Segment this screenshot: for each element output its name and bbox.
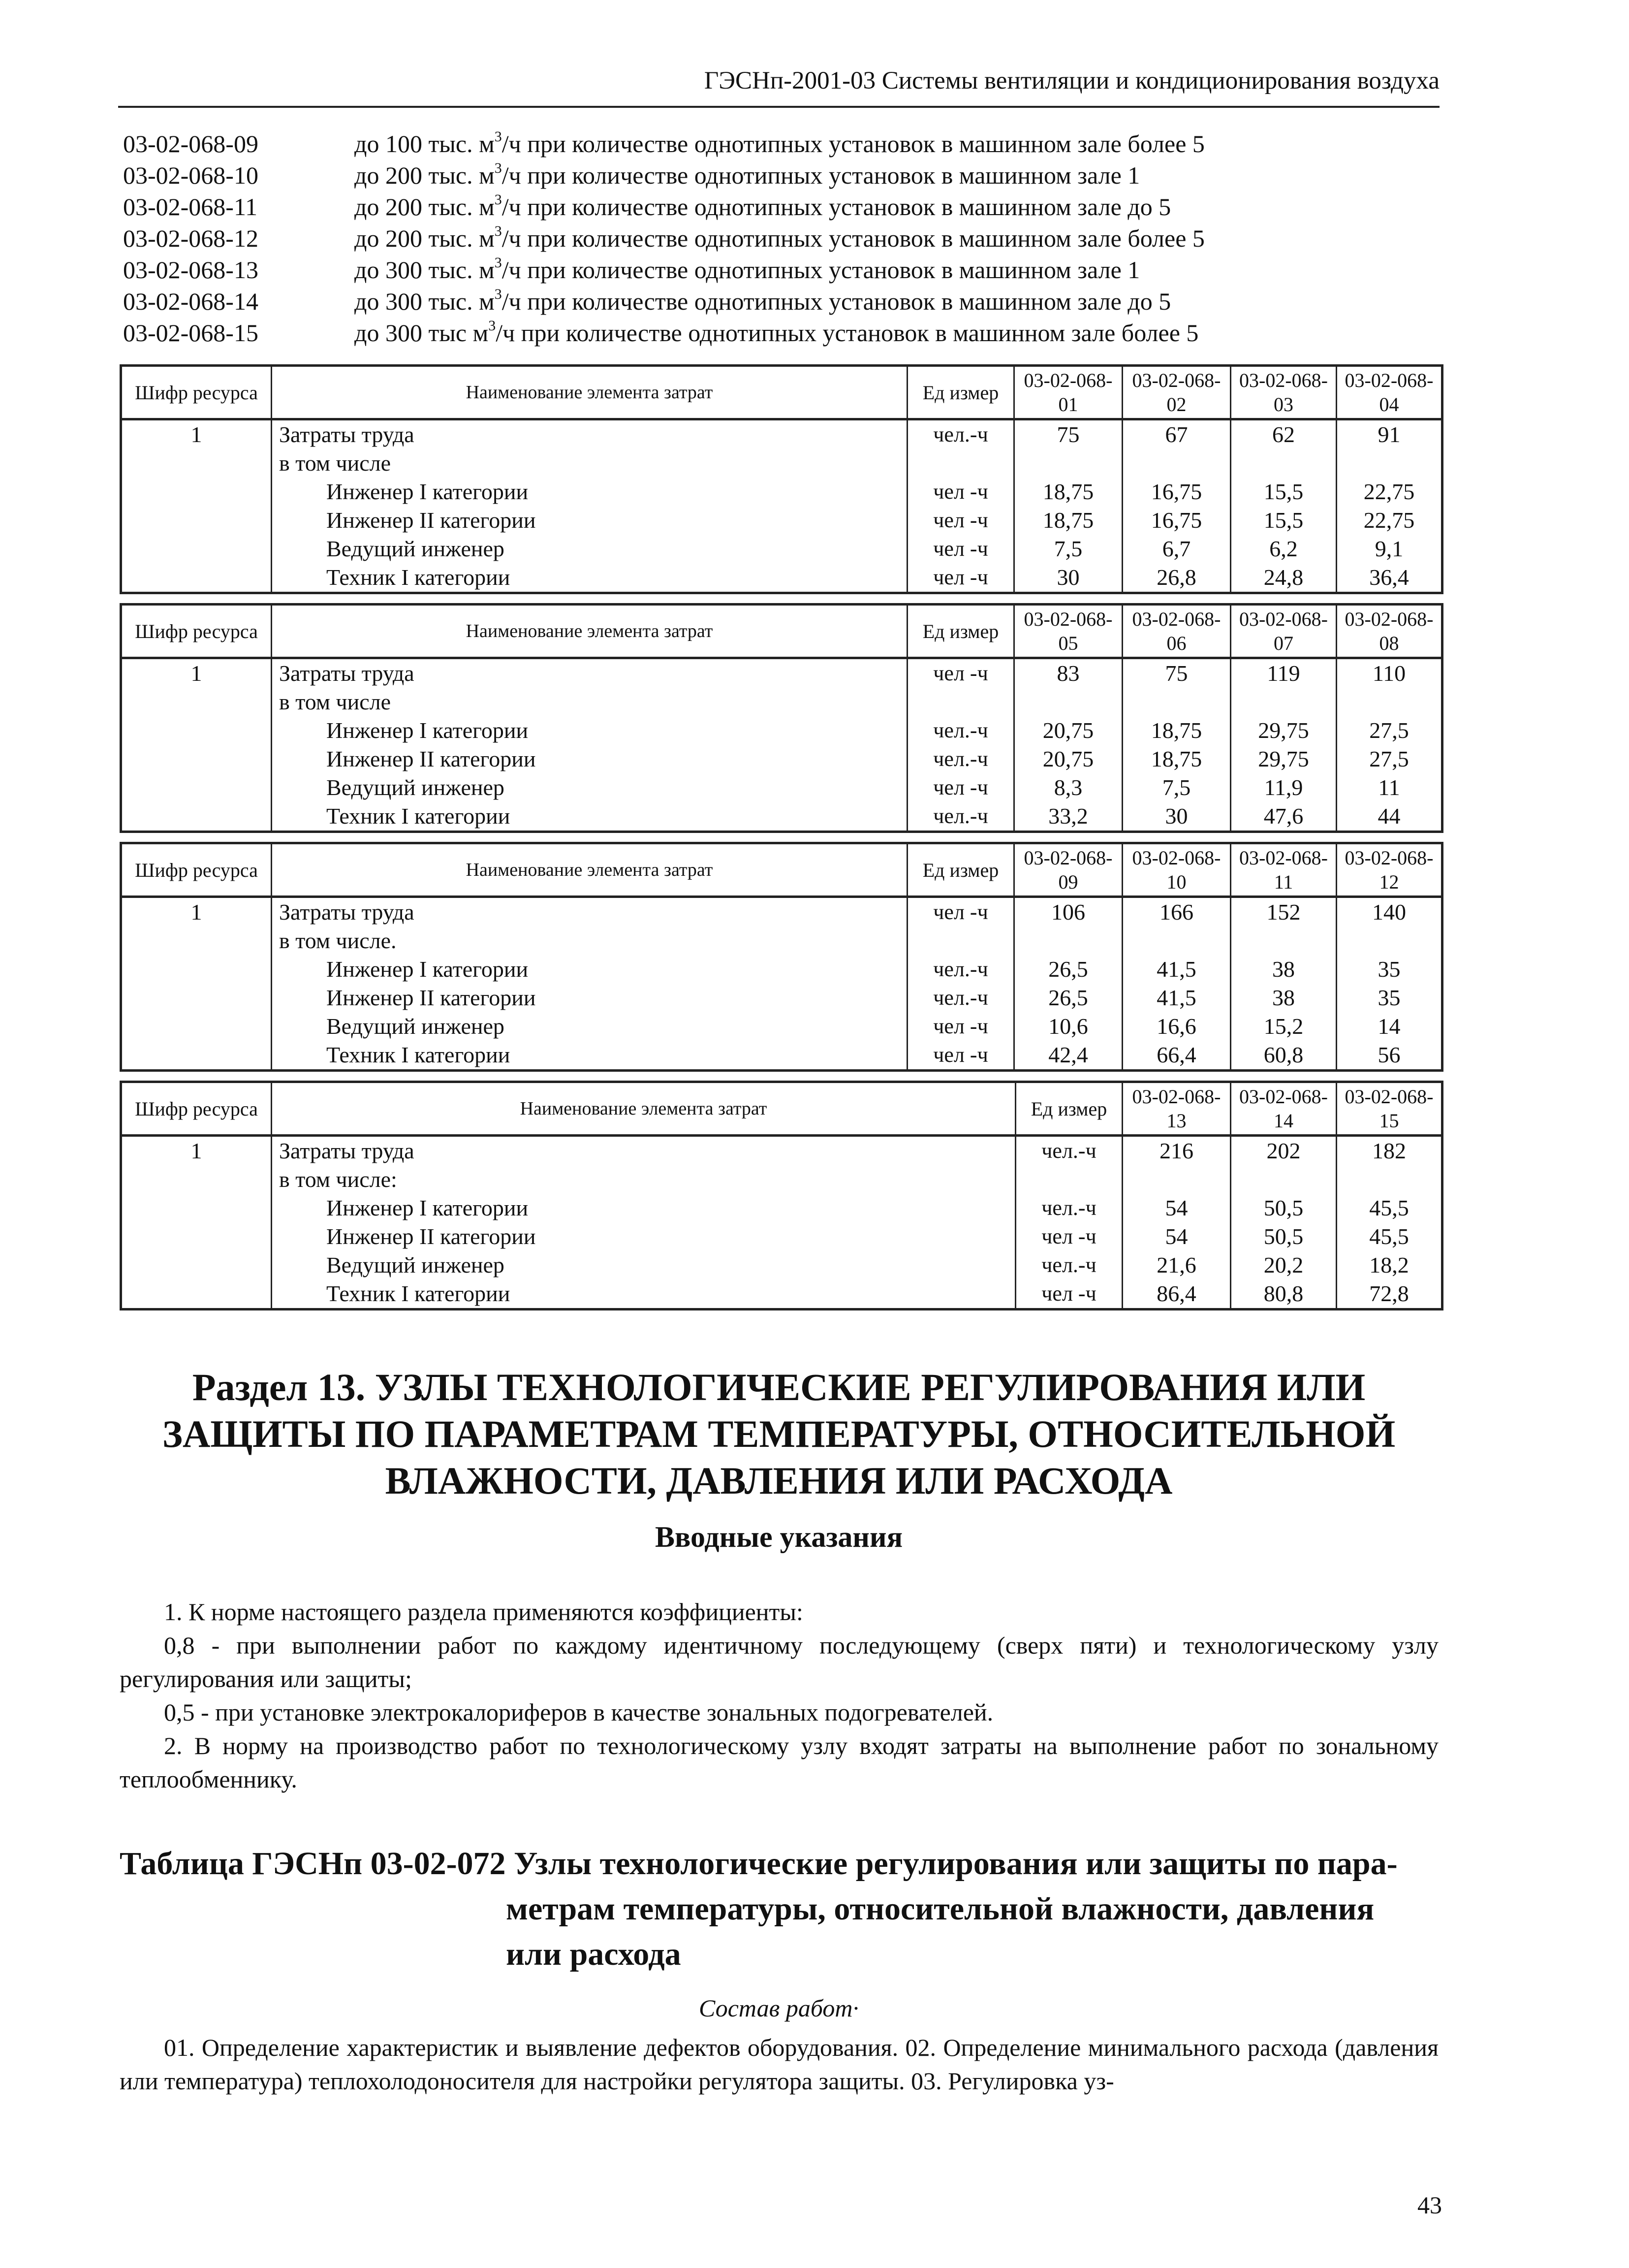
unit-cell bbox=[908, 926, 1014, 955]
norm-code: 03-02-068-09 bbox=[123, 130, 258, 158]
value-cell: 18,75 bbox=[1014, 506, 1123, 535]
norm-description: до 200 тыс. $м^3/ч$ при количестве однотипных установок в машинном зале 1 bbox=[354, 160, 1140, 189]
element-name-cell: Инженер I категории bbox=[272, 478, 908, 506]
value-cell: 20,75 bbox=[1014, 745, 1123, 773]
resource-code-cell bbox=[121, 1222, 272, 1251]
table-row bbox=[121, 419, 1442, 449]
element-name-cell: Ведущий инженер bbox=[272, 773, 908, 802]
unit-cell bbox=[908, 688, 1014, 716]
table-row bbox=[121, 506, 1442, 535]
element-name-cell: Затраты труда bbox=[272, 419, 908, 449]
header-unit: Ед измер bbox=[1016, 1082, 1123, 1136]
resource-code-cell: 1 bbox=[121, 1136, 272, 1166]
value-cell: 38 bbox=[1231, 984, 1337, 1012]
value-cell bbox=[1337, 926, 1442, 955]
table-row bbox=[121, 1194, 1442, 1222]
resource-code-cell: 1 bbox=[121, 419, 272, 449]
table-row bbox=[121, 1251, 1442, 1279]
table-row bbox=[121, 745, 1442, 773]
value-cell: 27,5 bbox=[1337, 716, 1442, 745]
unit-cell: чел -ч bbox=[908, 773, 1014, 802]
value-cell: 6,7 bbox=[1123, 535, 1231, 563]
table-header-row bbox=[121, 843, 1442, 897]
header-resource-code: Шифр ресурса bbox=[121, 366, 272, 419]
element-name-cell: Ведущий инженер bbox=[272, 535, 908, 563]
value-cell: 20,2 bbox=[1231, 1251, 1337, 1279]
value-cell: 16,6 bbox=[1123, 1012, 1231, 1041]
value-cell: 62 bbox=[1231, 419, 1337, 449]
norm-line bbox=[123, 223, 1452, 254]
header-norm-column: 03-02-068-12 bbox=[1337, 843, 1442, 897]
value-cell: 72,8 bbox=[1337, 1279, 1442, 1310]
value-cell: 106 bbox=[1014, 897, 1123, 927]
running-head-text: ГЭСНп-2001-03 Системы вентиляции и кондиционирования воздуха bbox=[704, 67, 1440, 95]
element-name-cell: в том числе bbox=[272, 449, 908, 478]
resource-code-cell bbox=[121, 506, 272, 535]
value-cell: 8,3 bbox=[1014, 773, 1123, 802]
value-cell bbox=[1123, 688, 1231, 716]
table-row bbox=[121, 926, 1442, 955]
value-cell: 45,5 bbox=[1337, 1194, 1442, 1222]
element-name-cell: Инженер I категории bbox=[272, 955, 908, 984]
section-title-line: ВЛАЖНОСТИ, ДАВЛЕНИЯ ИЛИ РАСХОДА bbox=[385, 1459, 1173, 1502]
unit-cell: чел.-ч bbox=[908, 745, 1014, 773]
element-name-cell: Ведущий инженер bbox=[272, 1012, 908, 1041]
unit-cell: чел -ч bbox=[908, 535, 1014, 563]
table-row bbox=[121, 535, 1442, 563]
unit-cell: чел -ч bbox=[908, 1012, 1014, 1041]
element-name-cell: Инженер II категории bbox=[272, 1222, 1016, 1251]
table-header-row bbox=[121, 605, 1442, 658]
header-norm-column: 03-02-068-14 bbox=[1231, 1082, 1337, 1136]
resource-code-cell bbox=[121, 802, 272, 832]
section-title-line: ЗАЩИТЫ ПО ПАРАМЕТРАМ ТЕМПЕРАТУРЫ, ОТНОСИТЕЛЬНОЙ bbox=[162, 1412, 1396, 1455]
element-name-cell: Техник I категории bbox=[272, 802, 908, 832]
value-cell: 21,6 bbox=[1123, 1251, 1231, 1279]
unit-cell: чел.-ч bbox=[908, 802, 1014, 832]
resource-code-cell bbox=[121, 955, 272, 984]
intro-heading: Вводные указания bbox=[655, 1521, 903, 1553]
value-cell bbox=[1231, 449, 1337, 478]
header-element-name: Наименование элемента затрат bbox=[272, 843, 908, 897]
value-cell: 182 bbox=[1337, 1136, 1442, 1166]
value-cell bbox=[1337, 688, 1442, 716]
value-cell: 22,75 bbox=[1337, 478, 1442, 506]
value-cell: 26,8 bbox=[1123, 563, 1231, 593]
header-norm-column: 03-02-068-13 bbox=[1123, 1082, 1231, 1136]
norm-description: до 200 тыс. $м^3/ч$ при количестве однотипных установок в машинном зале до 5 bbox=[354, 192, 1171, 221]
element-name-cell: Инженер II категории bbox=[272, 506, 908, 535]
norm-line bbox=[123, 160, 1452, 191]
value-cell bbox=[1231, 1165, 1337, 1194]
table-row bbox=[121, 1279, 1442, 1310]
norm-code: 03-02-068-10 bbox=[123, 161, 258, 189]
table-title-line: или расхода bbox=[506, 1936, 681, 1972]
unit-cell: чел -ч bbox=[908, 563, 1014, 593]
value-cell bbox=[1123, 449, 1231, 478]
value-cell: 18,75 bbox=[1014, 478, 1123, 506]
header-norm-column: 03-02-068-08 bbox=[1337, 605, 1442, 658]
value-cell: 10,6 bbox=[1014, 1012, 1123, 1041]
value-cell: 60,8 bbox=[1231, 1041, 1337, 1071]
intro-paragraph: 0,5 - при установке электрокалориферов в качестве зональных подогревателей. bbox=[164, 1698, 994, 1726]
norm-line bbox=[123, 254, 1452, 286]
value-cell: 45,5 bbox=[1337, 1222, 1442, 1251]
table-row bbox=[121, 716, 1442, 745]
value-cell: 50,5 bbox=[1231, 1194, 1337, 1222]
table-row bbox=[121, 1041, 1442, 1071]
intro-paragraph: 0,8 - при выполнении работ по каждому идентичному последующему (сверх пяти) и технологическому узлу регулирования или защиты; bbox=[120, 1631, 1439, 1693]
resource-code-cell bbox=[121, 773, 272, 802]
element-name-cell: Техник I категории bbox=[272, 563, 908, 593]
element-name-cell: в том числе. bbox=[272, 926, 908, 955]
table-row bbox=[121, 688, 1442, 716]
resource-code-cell bbox=[121, 1251, 272, 1279]
unit-cell: чел.-ч bbox=[908, 419, 1014, 449]
intro-paragraph: 2. В норму на производство работ по технологическому узлу входят затраты на выполнение работ по зональному теплообменнику. bbox=[120, 1732, 1439, 1793]
resource-code-cell bbox=[121, 688, 272, 716]
resource-code-cell bbox=[121, 716, 272, 745]
value-cell: 44 bbox=[1337, 802, 1442, 832]
resource-code-cell bbox=[121, 1194, 272, 1222]
header-norm-column: 03-02-068-15 bbox=[1337, 1082, 1442, 1136]
value-cell: 67 bbox=[1123, 419, 1231, 449]
value-cell bbox=[1123, 1165, 1231, 1194]
header-norm-column: 03-02-068-06 bbox=[1123, 605, 1231, 658]
value-cell: 29,75 bbox=[1231, 716, 1337, 745]
value-cell: 216 bbox=[1123, 1136, 1231, 1166]
value-cell: 18,75 bbox=[1123, 745, 1231, 773]
norm-code-list bbox=[123, 128, 1452, 349]
header-norm-column: 03-02-068-05 bbox=[1014, 605, 1123, 658]
element-name-cell: Техник I категории bbox=[272, 1279, 1016, 1310]
header-element-name: Наименование элемента затрат bbox=[272, 1082, 1016, 1136]
element-name-cell: в том числе bbox=[272, 688, 908, 716]
cost-table-068-01-04 bbox=[120, 364, 1443, 594]
unit-cell: чел.-ч bbox=[1016, 1251, 1123, 1279]
header-norm-column: 03-02-068-09 bbox=[1014, 843, 1123, 897]
value-cell: 91 bbox=[1337, 419, 1442, 449]
value-cell: 16,75 bbox=[1123, 506, 1231, 535]
element-name-cell: Инженер I категории bbox=[272, 716, 908, 745]
resource-code-cell bbox=[121, 984, 272, 1012]
value-cell bbox=[1337, 449, 1442, 478]
resource-code-cell: 1 bbox=[121, 897, 272, 927]
resource-code-cell bbox=[121, 563, 272, 593]
element-name-cell: в том числе: bbox=[272, 1165, 1016, 1194]
value-cell: 110 bbox=[1337, 658, 1442, 688]
value-cell bbox=[1014, 926, 1123, 955]
cost-table-068-09-12 bbox=[120, 842, 1443, 1072]
value-cell: 22,75 bbox=[1337, 506, 1442, 535]
norm-description: до 300 тыс. $м^3/ч$ при количестве однотипных установок в машинном зале до 5 bbox=[354, 286, 1171, 315]
table-row bbox=[121, 773, 1442, 802]
table-row bbox=[121, 563, 1442, 593]
value-cell: 119 bbox=[1231, 658, 1337, 688]
header-norm-column: 03-02-068-01 bbox=[1014, 366, 1123, 419]
table-row bbox=[121, 478, 1442, 506]
header-norm-column: 03-02-068-10 bbox=[1123, 843, 1231, 897]
unit-cell: чел -ч bbox=[908, 506, 1014, 535]
norm-description: до 100 тыс. $м^3/ч$ при количестве однотипных установок в машинном зале более 5 bbox=[354, 128, 1205, 158]
table-row bbox=[121, 1222, 1442, 1251]
header-norm-column: 03-02-068-04 bbox=[1337, 366, 1442, 419]
table-title-line: метрам температуры, относительной влажности, давления bbox=[506, 1891, 1375, 1927]
value-cell: 29,75 bbox=[1231, 745, 1337, 773]
page-number: 43 bbox=[1417, 2191, 1442, 2219]
table-row bbox=[121, 1012, 1442, 1041]
value-cell: 36,4 bbox=[1337, 563, 1442, 593]
section-title-line: Раздел 13. УЗЛЫ ТЕХНОЛОГИЧЕСКИЕ РЕГУЛИРОВАНИЯ ИЛИ bbox=[192, 1366, 1366, 1408]
value-cell: 54 bbox=[1123, 1222, 1231, 1251]
norm-code: 03-02-068-13 bbox=[123, 256, 258, 284]
table-header-row bbox=[121, 1082, 1442, 1136]
header-element-name: Наименование элемента затрат bbox=[272, 366, 908, 419]
element-name-cell: Затраты труда bbox=[272, 658, 908, 688]
value-cell: 30 bbox=[1014, 563, 1123, 593]
value-cell: 152 bbox=[1231, 897, 1337, 927]
unit-cell bbox=[1016, 1165, 1123, 1194]
table-row bbox=[121, 897, 1442, 927]
value-cell: 75 bbox=[1014, 419, 1123, 449]
norm-description: до 200 тыс. $м^3/ч$ при количестве однотипных установок в машинном зале более 5 bbox=[354, 223, 1205, 252]
resource-code-cell bbox=[121, 1279, 272, 1310]
table-row bbox=[121, 984, 1442, 1012]
header-norm-column: 03-02-068-02 bbox=[1123, 366, 1231, 419]
resource-code-cell bbox=[121, 449, 272, 478]
resource-code-cell bbox=[121, 926, 272, 955]
value-cell: 54 bbox=[1123, 1194, 1231, 1222]
value-cell: 18,75 bbox=[1123, 716, 1231, 745]
value-cell bbox=[1231, 926, 1337, 955]
norm-line bbox=[123, 191, 1452, 223]
value-cell: 41,5 bbox=[1123, 955, 1231, 984]
table-row bbox=[121, 955, 1442, 984]
header-resource-code: Шифр ресурса bbox=[121, 605, 272, 658]
table-row bbox=[121, 802, 1442, 832]
composition-title: Состав работ· bbox=[699, 1994, 859, 2022]
element-name-cell: Инженер I категории bbox=[272, 1194, 1016, 1222]
value-cell: 33,2 bbox=[1014, 802, 1123, 832]
value-cell: 16,75 bbox=[1123, 478, 1231, 506]
element-name-cell: Затраты труда bbox=[272, 897, 908, 927]
table-header-row bbox=[121, 366, 1442, 419]
value-cell bbox=[1337, 1165, 1442, 1194]
value-cell: 41,5 bbox=[1123, 984, 1231, 1012]
value-cell bbox=[1014, 449, 1123, 478]
value-cell: 86,4 bbox=[1123, 1279, 1231, 1310]
header-unit: Ед измер bbox=[908, 843, 1014, 897]
unit-cell: чел -ч bbox=[908, 897, 1014, 927]
value-cell bbox=[1014, 688, 1123, 716]
value-cell: 140 bbox=[1337, 897, 1442, 927]
value-cell: 15,2 bbox=[1231, 1012, 1337, 1041]
value-cell: 83 bbox=[1014, 658, 1123, 688]
value-cell: 14 bbox=[1337, 1012, 1442, 1041]
unit-cell: чел.-ч bbox=[908, 984, 1014, 1012]
resource-code-cell: 1 bbox=[121, 658, 272, 688]
value-cell: 38 bbox=[1231, 955, 1337, 984]
intro-paragraph: 1. К норме настоящего раздела применяются коэффициенты: bbox=[164, 1598, 803, 1626]
value-cell: 24,8 bbox=[1231, 563, 1337, 593]
resource-code-cell bbox=[121, 478, 272, 506]
header-resource-code: Шифр ресурса bbox=[121, 843, 272, 897]
norm-code: 03-02-068-14 bbox=[123, 287, 258, 315]
value-cell: 35 bbox=[1337, 955, 1442, 984]
value-cell: 27,5 bbox=[1337, 745, 1442, 773]
value-cell: 50,5 bbox=[1231, 1222, 1337, 1251]
section-title bbox=[118, 1364, 1440, 1504]
element-name-cell: Инженер II категории bbox=[272, 745, 908, 773]
header-norm-column: 03-02-068-07 bbox=[1231, 605, 1337, 658]
value-cell: 18,2 bbox=[1337, 1251, 1442, 1279]
table-row bbox=[121, 1136, 1442, 1166]
element-name-cell: Ведущий инженер bbox=[272, 1251, 1016, 1279]
norm-line bbox=[123, 128, 1452, 160]
table-row bbox=[121, 658, 1442, 688]
value-cell: 80,8 bbox=[1231, 1279, 1337, 1310]
resource-code-cell bbox=[121, 745, 272, 773]
value-cell: 26,5 bbox=[1014, 955, 1123, 984]
resource-code-cell bbox=[121, 1012, 272, 1041]
value-cell: 66,4 bbox=[1123, 1041, 1231, 1071]
norm-description: до 300 тыс. $м^3/ч$ при количестве однотипных установок в машинном зале 1 bbox=[354, 255, 1140, 284]
value-cell: 26,5 bbox=[1014, 984, 1123, 1012]
resource-code-cell bbox=[121, 535, 272, 563]
value-cell: 15,5 bbox=[1231, 506, 1337, 535]
value-cell: 7,5 bbox=[1014, 535, 1123, 563]
unit-cell: чел.-ч bbox=[1016, 1194, 1123, 1222]
unit-cell: чел -ч bbox=[908, 658, 1014, 688]
table-row bbox=[121, 1165, 1442, 1194]
value-cell: 15,5 bbox=[1231, 478, 1337, 506]
table-row bbox=[121, 449, 1442, 478]
header-unit: Ед измер bbox=[908, 605, 1014, 658]
value-cell: 56 bbox=[1337, 1041, 1442, 1071]
unit-cell: чел -ч bbox=[908, 1041, 1014, 1071]
element-name-cell: Затраты труда bbox=[272, 1136, 1016, 1166]
unit-cell: чел.-ч bbox=[1016, 1136, 1123, 1166]
value-cell: 9,1 bbox=[1337, 535, 1442, 563]
unit-cell: чел -ч bbox=[1016, 1279, 1123, 1310]
running-head bbox=[118, 66, 1440, 108]
header-element-name: Наименование элемента затрат bbox=[272, 605, 908, 658]
unit-cell: чел.-ч bbox=[908, 955, 1014, 984]
value-cell: 30 bbox=[1123, 802, 1231, 832]
value-cell: 47,6 bbox=[1231, 802, 1337, 832]
header-norm-column: 03-02-068-03 bbox=[1231, 366, 1337, 419]
cost-table-068-05-08 bbox=[120, 603, 1443, 833]
value-cell: 20,75 bbox=[1014, 716, 1123, 745]
unit-cell bbox=[908, 449, 1014, 478]
value-cell: 11 bbox=[1337, 773, 1442, 802]
unit-cell: чел -ч bbox=[908, 478, 1014, 506]
value-cell: 166 bbox=[1123, 897, 1231, 927]
header-resource-code: Шифр ресурса bbox=[121, 1082, 272, 1136]
value-cell: 75 bbox=[1123, 658, 1231, 688]
norm-line bbox=[123, 286, 1452, 317]
unit-cell: чел.-ч bbox=[908, 716, 1014, 745]
element-name-cell: Инженер II категории bbox=[272, 984, 908, 1012]
value-cell: 202 bbox=[1231, 1136, 1337, 1166]
norm-description: до 300 тыс $м^3/ч$ при количестве однотипных установок в машинном зале более 5 bbox=[354, 318, 1199, 347]
value-cell: 42,4 bbox=[1014, 1041, 1123, 1071]
header-norm-column: 03-02-068-11 bbox=[1231, 843, 1337, 897]
table-title-line: Таблица ГЭСНп 03-02-072 Узлы технологические регулирования или защиты по пара- bbox=[120, 1846, 1398, 1882]
value-cell: 11,9 bbox=[1231, 773, 1337, 802]
table-title bbox=[120, 1841, 1439, 1977]
value-cell bbox=[1231, 688, 1337, 716]
cost-table-068-13-15 bbox=[120, 1081, 1443, 1310]
norm-line bbox=[123, 317, 1452, 349]
header-unit: Ед измер bbox=[908, 366, 1014, 419]
value-cell: 35 bbox=[1337, 984, 1442, 1012]
value-cell bbox=[1123, 926, 1231, 955]
norm-code: 03-02-068-11 bbox=[123, 193, 258, 221]
unit-cell: чел -ч bbox=[1016, 1222, 1123, 1251]
norm-code: 03-02-068-12 bbox=[123, 224, 258, 252]
value-cell: 7,5 bbox=[1123, 773, 1231, 802]
resource-code-cell bbox=[121, 1165, 272, 1194]
composition-text: 01. Определение характеристик и выявление дефектов оборудования. 02. Определение минимального расхода (давления или температура) теплохолодоносителя для настройки регулятора защиты. 03. Регулировка уз- bbox=[120, 2034, 1439, 2095]
element-name-cell: Техник I категории bbox=[272, 1041, 908, 1071]
value-cell: 6,2 bbox=[1231, 535, 1337, 563]
norm-code: 03-02-068-15 bbox=[123, 319, 258, 347]
resource-code-cell bbox=[121, 1041, 272, 1071]
